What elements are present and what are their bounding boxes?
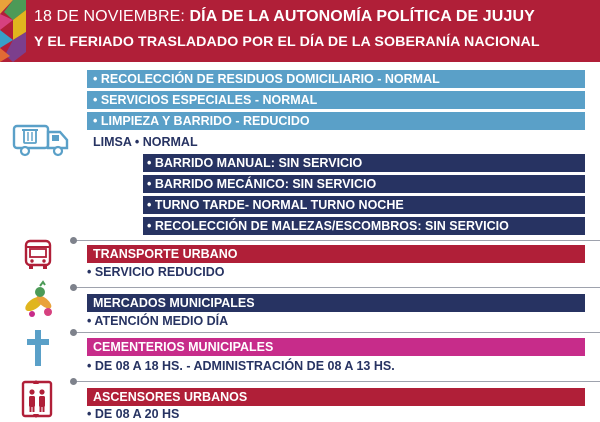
limsa-item-barrido-mecanico: • BARRIDO MECÁNICO: SIN SERVICIO <box>143 175 585 193</box>
elevator-icon <box>21 380 53 418</box>
bus-icon <box>22 238 54 270</box>
residuos-item-servicios-especiales: • SERVICIOS ESPECIALES - NORMAL <box>87 91 585 109</box>
transporte-detail: • SERVICIO REDUCIDO <box>87 265 225 279</box>
garbage-truck-icon <box>12 120 70 158</box>
limsa-status: LIMSA • NORMAL <box>87 133 585 151</box>
section-divider <box>74 240 600 241</box>
header-subtitle: Y EL FERIADO TRASLADADO POR EL DÍA DE LA SOBERANÍA NACIONAL <box>34 34 540 50</box>
section-divider <box>74 332 600 333</box>
section-divider <box>74 287 600 288</box>
divider-dot <box>70 329 77 336</box>
divider-dot <box>70 378 77 385</box>
produce-icon <box>20 280 60 320</box>
limsa-item-turno: • TURNO TARDE- NORMAL TURNO NOCHE <box>143 196 585 214</box>
header-title: DÍA DE LA AUTONOMÍA POLÍTICA DE JUJUY <box>189 8 535 25</box>
residuos-item-recoleccion: • RECOLECCIÓN DE RESIDUOS DOMICILIARIO - NORMAL <box>87 70 585 88</box>
mercados-detail: • ATENCIÓN MEDIO DÍA <box>87 314 229 328</box>
header-date: 18 DE NOVIEMBRE: <box>34 8 185 25</box>
residuos-item-limpieza: • LIMPIEZA Y BARRIDO - REDUCIDO <box>87 112 585 130</box>
transporte-title: TRANSPORTE URBANO <box>87 245 585 263</box>
ascensores-detail: • DE 08 A 20 HS <box>87 407 180 421</box>
cross-icon <box>26 328 50 368</box>
mercados-title: MERCADOS MUNICIPALES <box>87 294 585 312</box>
cementerios-detail: • DE 08 A 18 HS. - ADMINISTRACIÓN DE 08 A 13 HS. <box>87 359 395 373</box>
cementerios-title: CEMENTERIOS MUNICIPALES <box>87 338 585 356</box>
decorative-pattern-icon <box>0 0 26 62</box>
header-banner <box>0 0 600 62</box>
limsa-item-malezas: • RECOLECCIÓN DE MALEZAS/ESCOMBROS: SIN SERVICIO <box>143 217 585 235</box>
limsa-item-barrido-manual: • BARRIDO MANUAL: SIN SERVICIO <box>143 154 585 172</box>
header-title-line <box>34 8 535 26</box>
divider-dot <box>70 237 77 244</box>
section-divider <box>74 381 600 382</box>
divider-dot <box>70 284 77 291</box>
ascensores-title: ASCENSORES URBANOS <box>87 388 585 406</box>
